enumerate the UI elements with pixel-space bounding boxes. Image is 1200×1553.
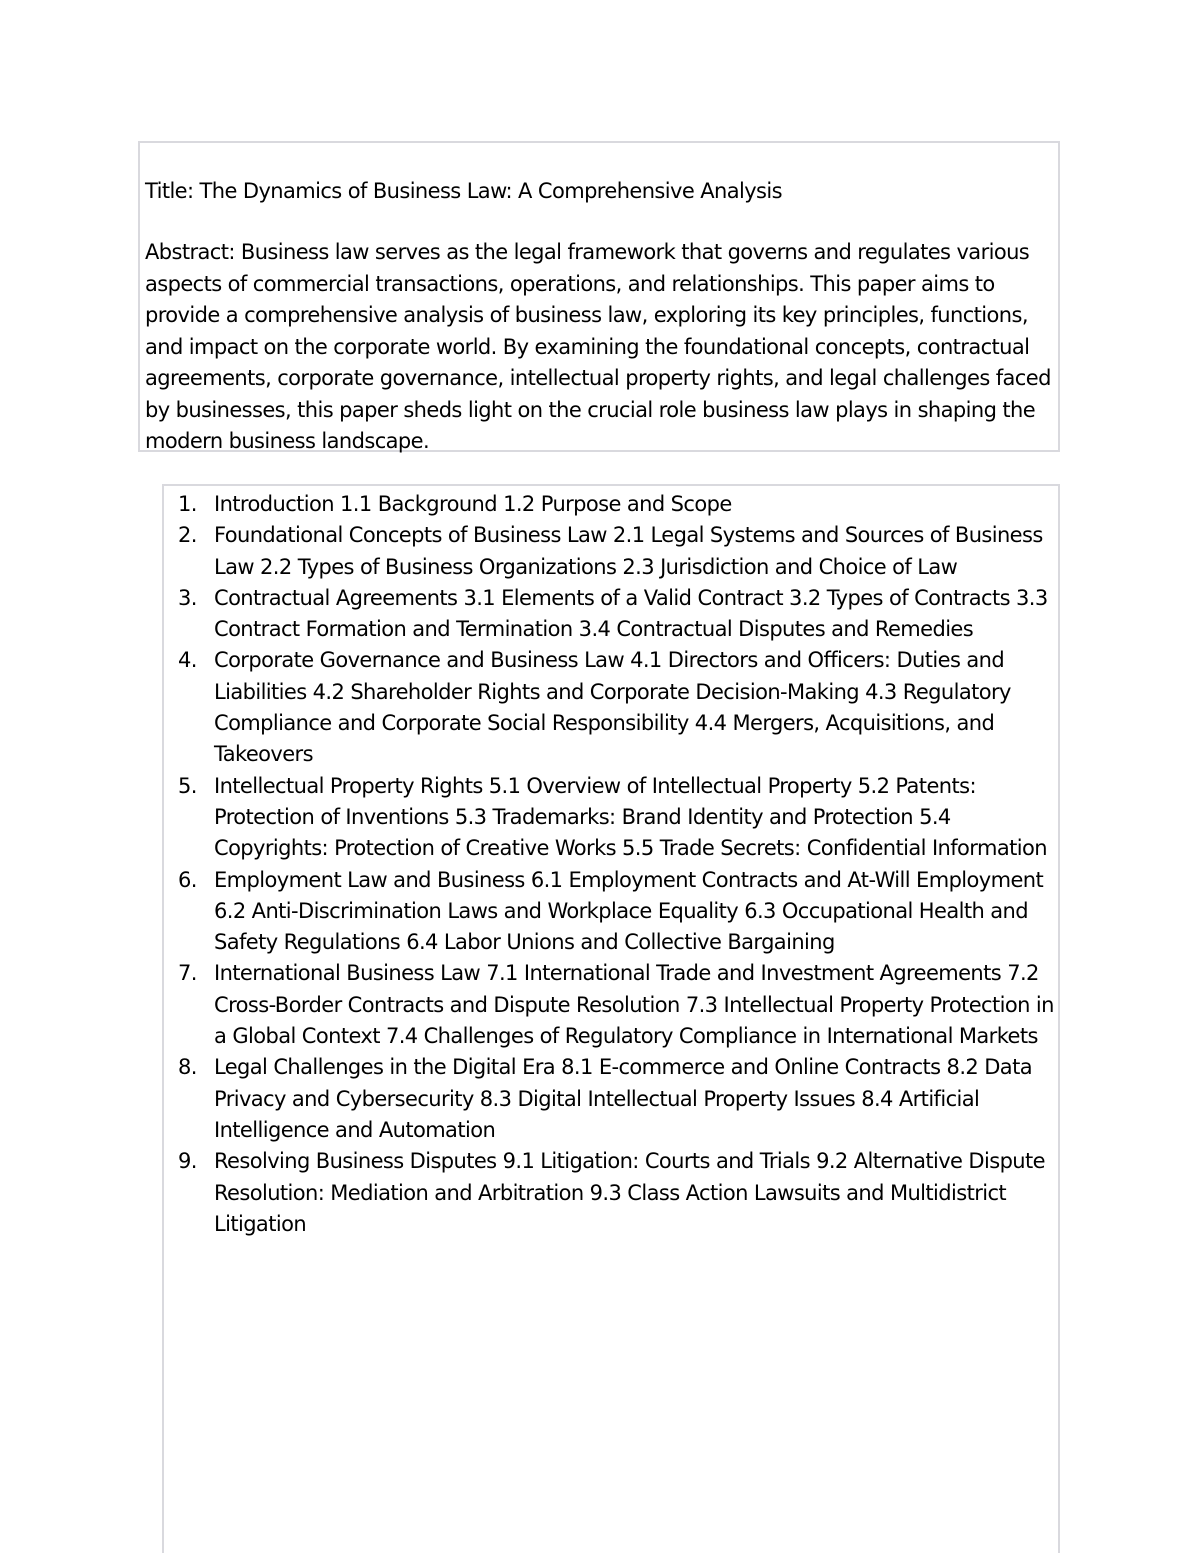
toc-item: [164, 1052, 1059, 1146]
toc-item: [164, 520, 1059, 583]
toc-item-text: Legal Challenges in the Digital Era 8.1 E-commerce and Online Contracts 8.2 Data Privacy and Cybersecurity 8.3 Digital Intellectual Property Issues 8.4 Artificial Intelligence and Automation: [214, 1055, 1032, 1142]
toc-item-number: 5.: [178, 773, 197, 798]
toc-item-text: Corporate Governance and Business Law 4.1 Directors and Officers: Duties and Liabilities 4.2 Shareholder Rights and Corporate Decision-Making 4.3 Regulatory Compliance and Corporate Social Responsibility 4.4 Mergers, Acquisitions, and Takeovers: [214, 648, 1011, 767]
toc-item-text: Resolving Business Disputes 9.1 Litigation: Courts and Trials 9.2 Alternative Dispute Resolution: Mediation and Arbitration 9.3 Class Action Lawsuits and Multidistrict Litigation: [214, 1149, 1045, 1236]
toc-item-text: Intellectual Property Rights 5.1 Overview of Intellectual Property 5.2 Patents: Protection of Inventions 5.3 Trademarks: Brand Identity and Protection 5.4 Copyrights: Protection of Creative Works 5.5 Trade Secrets: Confidential Information: [214, 773, 1047, 861]
toc-item-number: 4.: [178, 648, 197, 673]
toc-item-text: Contractual Agreements 3.1 Elements of a Valid Contract 3.2 Types of Contracts 3.3 Contract Formation and Termination 3.4 Contractual Disputes and Remedies: [214, 585, 1048, 642]
toc-item-text: Foundational Concepts of Business Law 2.1 Legal Systems and Sources of Business Law 2.2 Types of Business Organizations 2.3 Jurisdiction and Choice of Law: [214, 523, 1043, 579]
toc-item: [164, 583, 1059, 646]
abstract-box: [138, 141, 1060, 452]
toc-item-text: Employment Law and Business 6.1 Employment Contracts and At-Will Employment 6.2 Anti-Discrimination Laws and Workplace Equality 6.3 Occupational Health and Safety Regulations 6.4 Labor Unions and Collective Bargaining: [214, 867, 1044, 955]
toc-item: [164, 645, 1059, 770]
toc-item: [164, 958, 1059, 1052]
toc-item: [164, 771, 1059, 865]
table-of-contents-box: [162, 484, 1060, 1553]
toc-item: [164, 489, 1059, 520]
toc-item-number: 1.: [178, 492, 197, 516]
toc-item-number: 9.: [178, 1149, 197, 1174]
toc-item-number: 2.: [178, 523, 197, 548]
toc-item: [164, 865, 1059, 959]
document-title: Title: The Dynamics of Business Law: A Comprehensive Analysis: [145, 179, 782, 203]
toc-item-number: 7.: [178, 961, 197, 986]
abstract-text: Abstract: Business law serves as the legal framework that governs and regulates various aspects of commercial transactions, operations, and relationships. This paper aims to provide a comprehensive analysis of business law, exploring its key principles, functions, and impact on the corporate world. By examining the foundational concepts, contractual agreements, corporate governance, intellectual property rights, and legal challenges faced by businesses, this paper sheds light on the crucial role business law plays in shaping the modern business landscape.: [145, 240, 1051, 453]
table-of-contents: [164, 489, 1059, 1240]
toc-item-text: International Business Law 7.1 International Trade and Investment Agreements 7.2 Cross-Border Contracts and Dispute Resolution 7.3 Intellectual Property Protection in a Global Context 7.4 Challenges of Regulatory Compliance in International Markets: [214, 961, 1054, 1049]
toc-item-number: 3.: [178, 585, 197, 610]
toc-item: [164, 1146, 1059, 1240]
toc-item-number: 8.: [178, 1055, 197, 1080]
toc-item-number: 6.: [178, 867, 197, 892]
toc-item-text: Introduction 1.1 Background 1.2 Purpose and Scope: [214, 492, 732, 516]
